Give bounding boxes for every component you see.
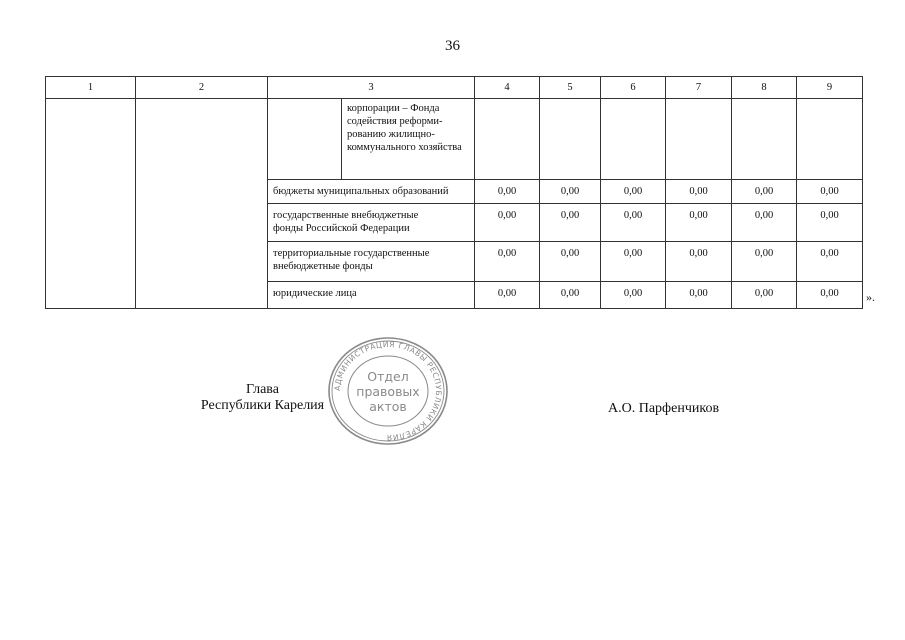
signatory-name: А.О. Парфенчиков <box>608 401 720 416</box>
value-cell: 0,00 <box>797 282 863 309</box>
empty-cell <box>136 99 268 309</box>
empty-cell <box>666 99 732 180</box>
empty-cell <box>732 99 797 180</box>
value-cell: 0,00 <box>732 242 797 282</box>
empty-cell <box>797 99 863 180</box>
signatory-title-line: Республики Карелия <box>200 398 325 413</box>
column-number: 5 <box>540 77 601 99</box>
value-cell: 0,00 <box>601 204 666 242</box>
value-cell: 0,00 <box>732 282 797 309</box>
value-cell: 0,00 <box>666 282 732 309</box>
column-number: 9 <box>797 77 863 99</box>
value-cell: 0,00 <box>475 180 540 204</box>
table-header-row <box>46 77 863 99</box>
value-cell: 0,00 <box>475 282 540 309</box>
value-cell: 0,00 <box>540 180 601 204</box>
empty-cell <box>268 99 342 180</box>
value-cell: 0,00 <box>540 204 601 242</box>
signatory-title-line: Глава <box>246 382 279 397</box>
value-cell: 0,00 <box>540 282 601 309</box>
value-cell: 0,00 <box>797 242 863 282</box>
value-cell: 0,00 <box>666 180 732 204</box>
column-number: 2 <box>136 77 268 99</box>
value-cell: 0,00 <box>732 180 797 204</box>
funding-source: территориальные государственные внебюджетные фонды <box>268 242 475 282</box>
table-row <box>46 99 863 180</box>
value-cell: 0,00 <box>797 180 863 204</box>
value-cell: 0,00 <box>601 180 666 204</box>
value-cell: 0,00 <box>601 242 666 282</box>
column-number: 4 <box>475 77 540 99</box>
value-cell: 0,00 <box>666 204 732 242</box>
seal-center-text: актов <box>369 399 407 414</box>
column-number: 8 <box>732 77 797 99</box>
empty-cell <box>540 99 601 180</box>
empty-cell <box>601 99 666 180</box>
seal-ring-text: АДМИНИСТРАЦИЯ ГЛАВЫ РЕСПУБЛИКИ КАРЕЛИЯ <box>332 339 444 443</box>
column-number: 6 <box>601 77 666 99</box>
value-cell: 0,00 <box>601 282 666 309</box>
value-cell: 0,00 <box>475 204 540 242</box>
seal-center-text: Отдел <box>367 369 409 384</box>
value-cell: 0,00 <box>475 242 540 282</box>
value-cell: 0,00 <box>732 204 797 242</box>
empty-cell <box>46 99 136 309</box>
official-seal <box>327 336 449 446</box>
column-number: 3 <box>268 77 475 99</box>
funding-source: юридические лица <box>268 282 475 309</box>
funding-table <box>45 76 863 309</box>
closing-quote-mark: ». <box>866 290 875 304</box>
signatory-title <box>185 382 340 414</box>
page-number: 36 <box>445 38 460 54</box>
value-cell: 0,00 <box>797 204 863 242</box>
funding-source: бюджеты муниципальных образований <box>268 180 475 204</box>
value-cell: 0,00 <box>666 242 732 282</box>
column-number: 7 <box>666 77 732 99</box>
empty-cell <box>475 99 540 180</box>
funding-source: государственные внебюджетные фонды Российской Федерации <box>268 204 475 242</box>
corporation-fund-label: корпорации – Фонда содействия реформи-рованию жилищно-коммунального хозяйства <box>342 99 475 180</box>
column-number: 1 <box>46 77 136 99</box>
seal-center-text: правовых <box>356 384 420 399</box>
value-cell: 0,00 <box>540 242 601 282</box>
